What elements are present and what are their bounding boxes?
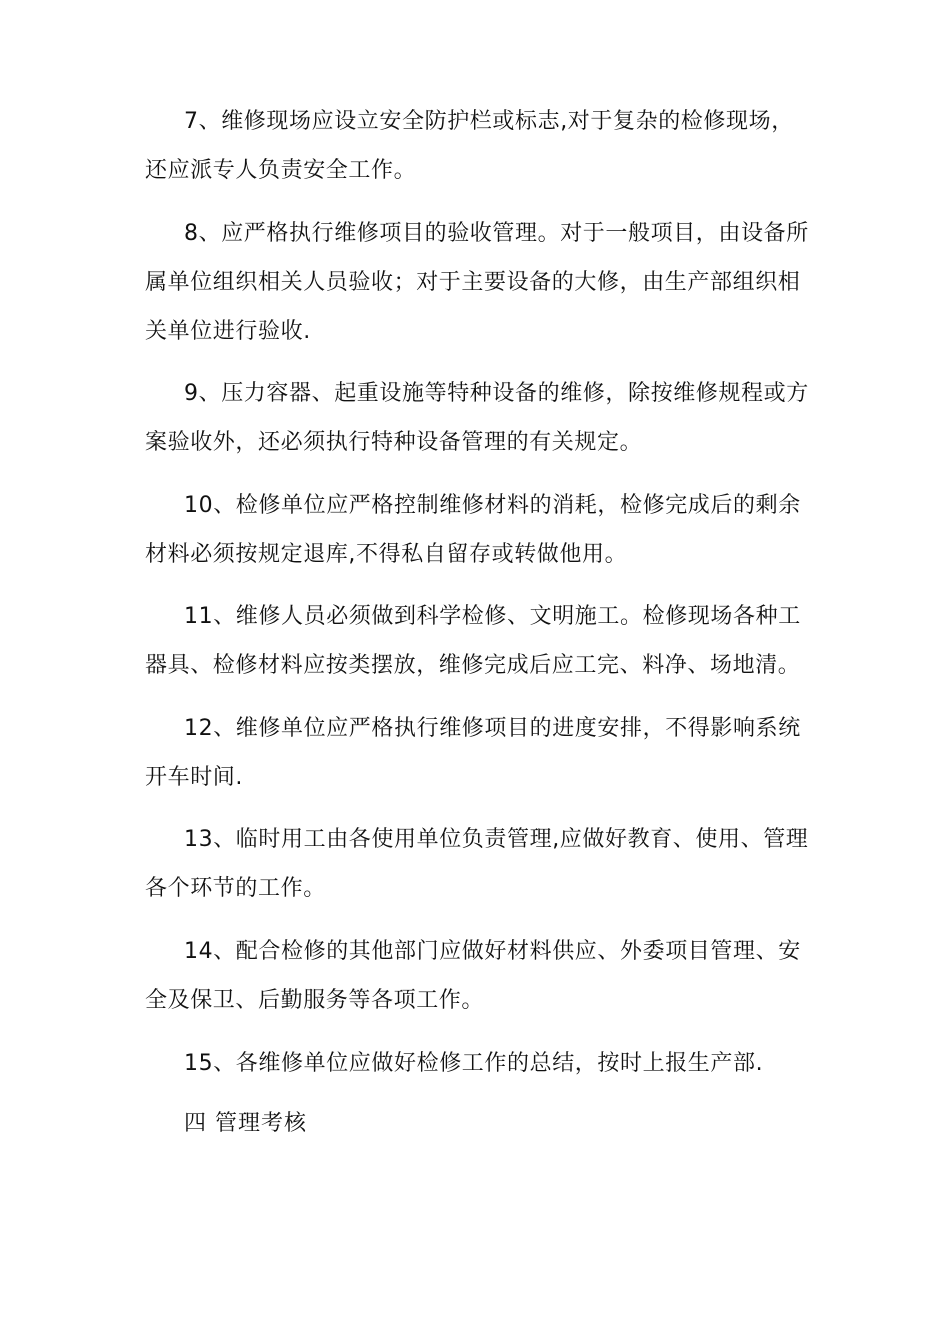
paragraph-item-13: 13、临时用工由各使用单位负责管理,应做好教育、使用、管理各个环节的工作。 <box>145 827 809 901</box>
paragraph-item-9: 9、压力容器、起重设施等特种设备的维修，除按维修规程或方案验收外，还必须执行特种设备管理的有关规定。 <box>145 381 809 455</box>
section-heading: 四 管理考核 <box>184 1111 307 1136</box>
paragraph-item-10: 10、检修单位应严格控制维修材料的消耗，检修完成后的剩余材料必须按规定退库,不得私自留存或转做他用。 <box>145 493 801 567</box>
paragraph-item-11: 11、维修人员必须做到科学检修、文明施工。检修现场各种工器具、检修材料应按类摆放，维修完成后应工完、料净、场地清。 <box>145 604 801 678</box>
paragraph-item-7: 7、维修现场应设立安全防护栏或标志,对于复杂的检修现场，还应派专人负责安全工作。 <box>145 109 794 183</box>
paragraph-item-8: 8、应严格执行维修项目的验收管理。对于一般项目，由设备所属单位组织相关人员验收；对于主要设备的大修，由生产部组织相关单位进行验收. <box>145 221 809 344</box>
paragraph-item-14: 14、配合检修的其他部门应做好材料供应、外委项目管理、安全及保卫、后勤服务等各项工作。 <box>145 939 801 1013</box>
paragraph-item-12: 12、维修单位应严格执行维修项目的进度安排，不得影响系统开车时间. <box>145 716 801 790</box>
paragraph-item-15: 15、各维修单位应做好检修工作的总结，按时上报生产部. <box>184 1051 764 1076</box>
